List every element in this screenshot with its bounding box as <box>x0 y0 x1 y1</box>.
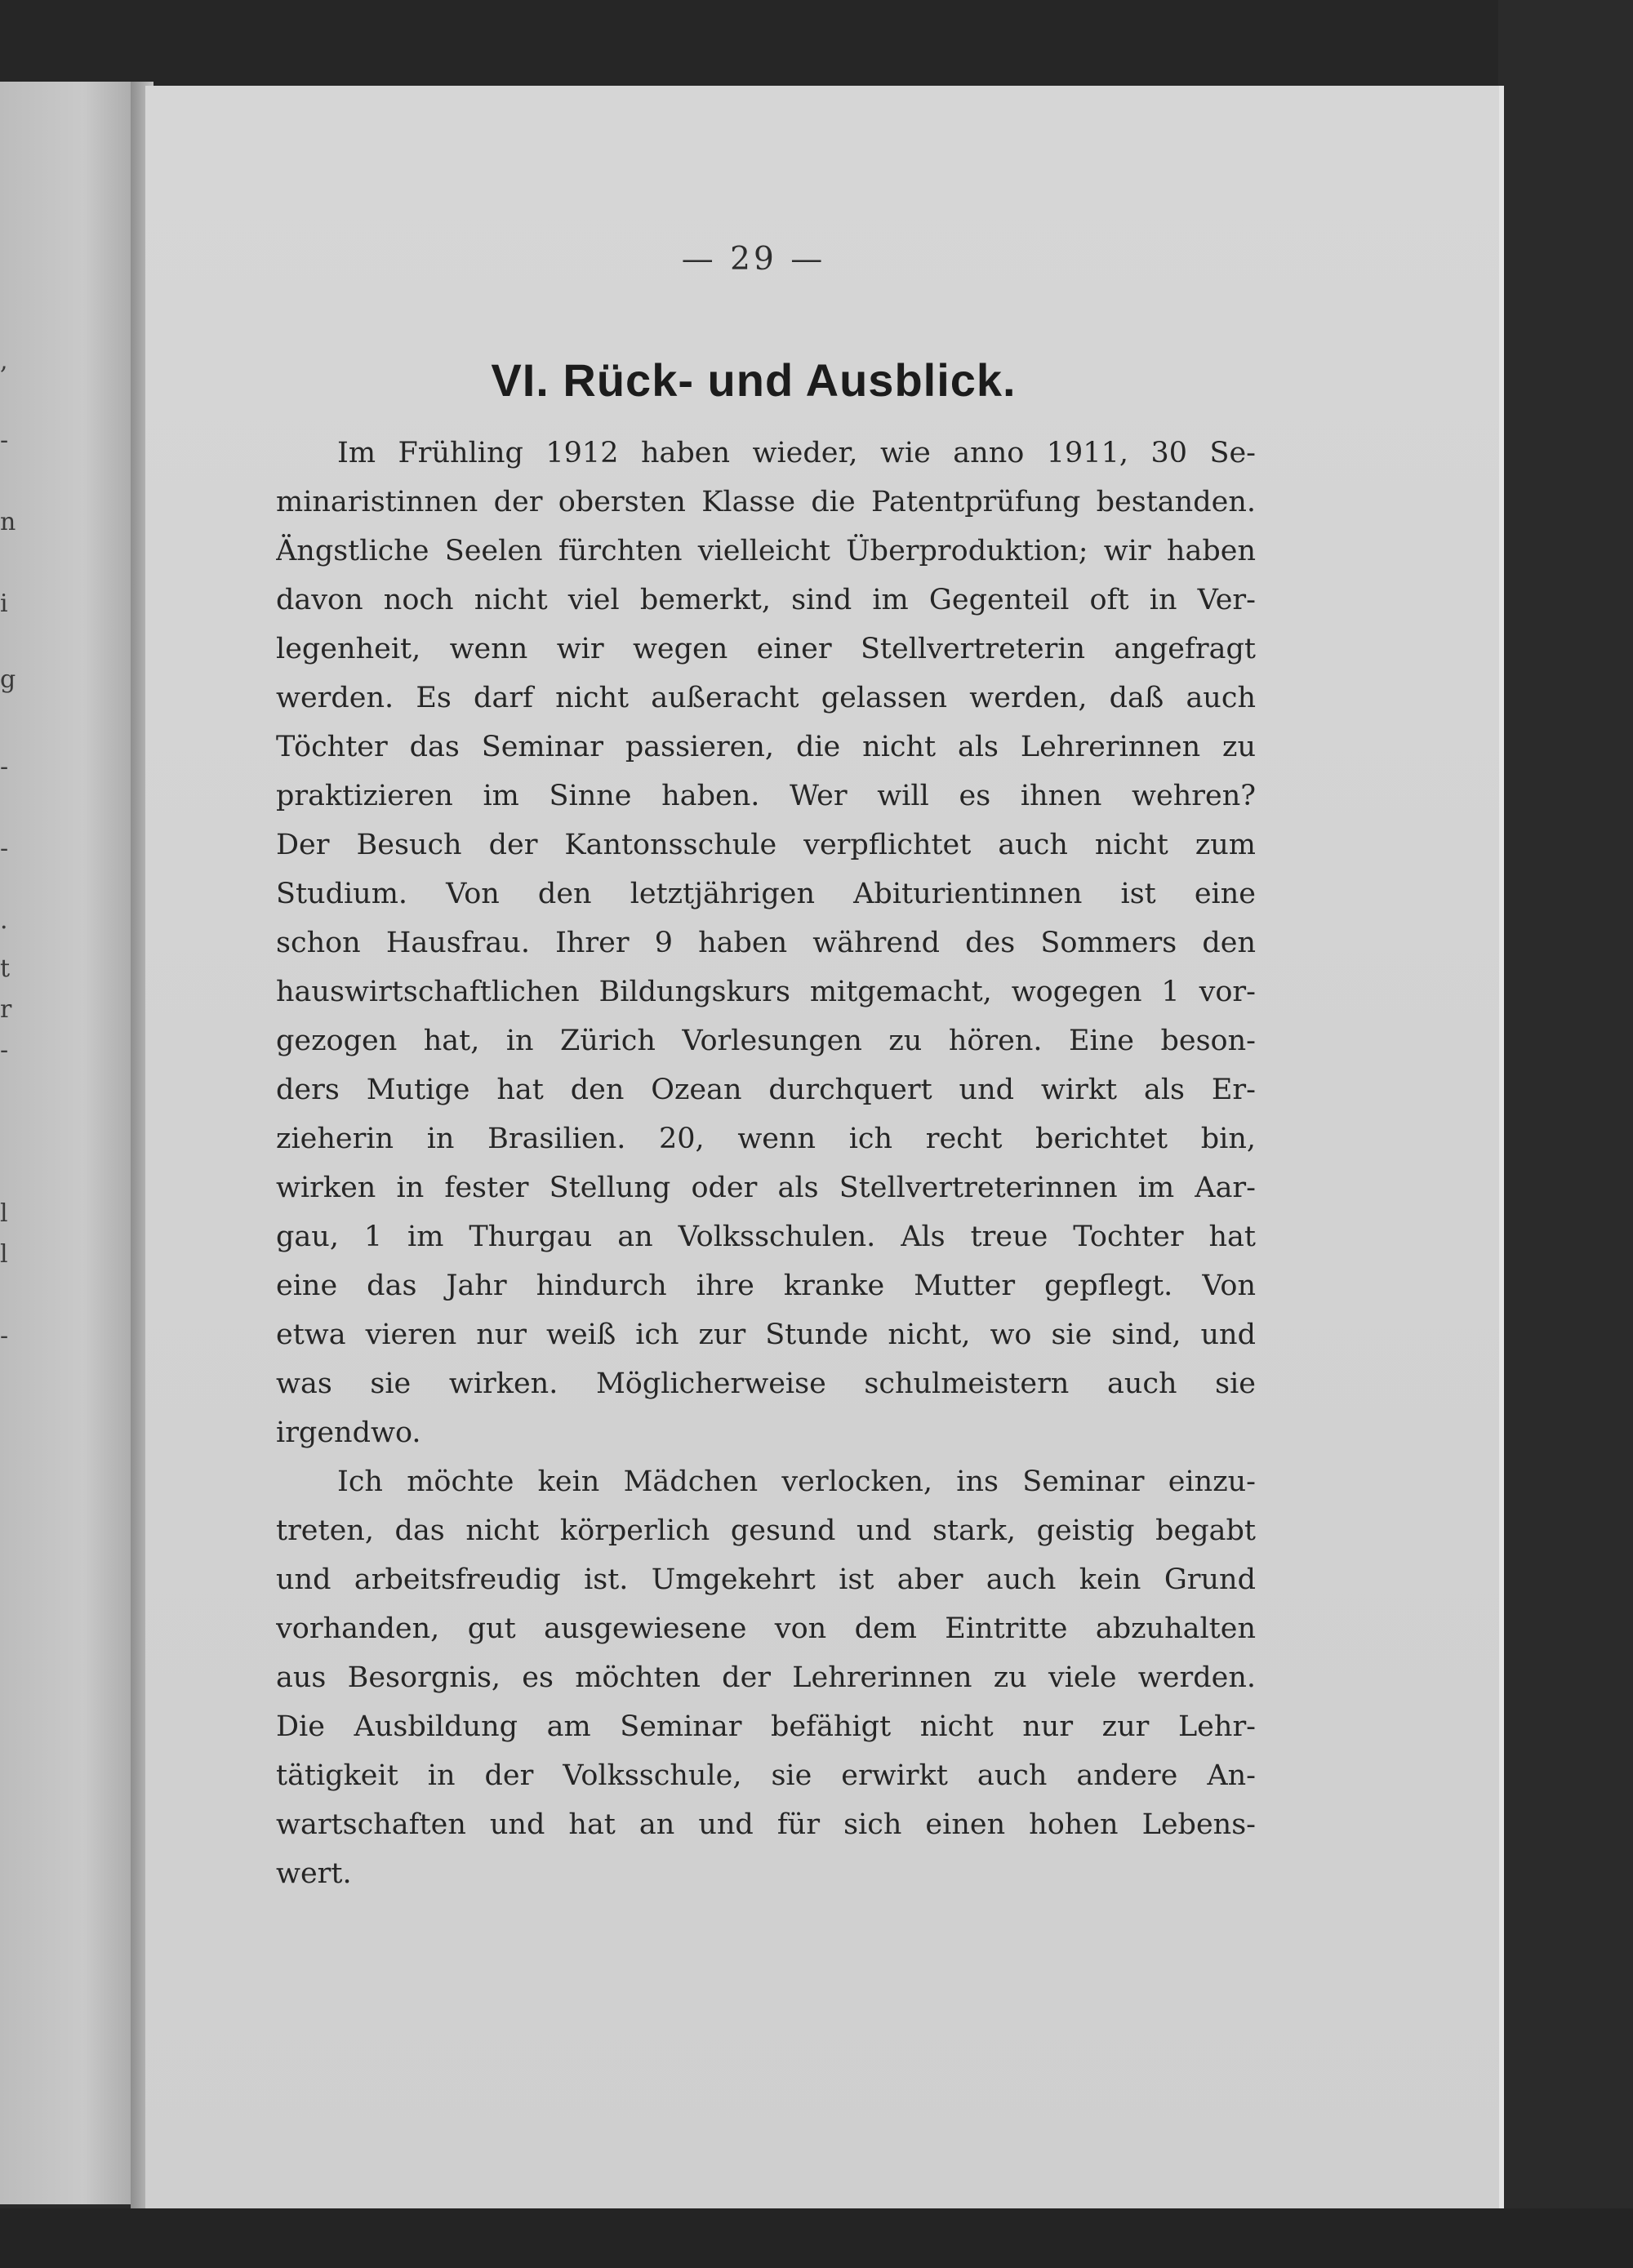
facing-page-fragment: - <box>0 1036 9 1065</box>
text-line: hauswirtschaftlichen Bildungskurs mitgemacht, wogegen 1 vor- <box>276 976 1256 1008</box>
facing-page-fragment: g <box>0 665 16 694</box>
text-line: wartschaften und hat an und für sich einen hohen Lebens- <box>276 1808 1256 1841</box>
text-line: Der Besuch der Kantonsschule verpflichtet auch nicht zum <box>276 829 1256 861</box>
text-line: zieherin in Brasilien. 20, wenn ich recht berichtet bin, <box>276 1123 1256 1155</box>
text-line: eine das Jahr hindurch ihre kranke Mutter gepflegt. Von <box>276 1270 1256 1302</box>
text-line: Ich möchte kein Mädchen verlocken, ins Seminar einzu- <box>337 1465 1256 1498</box>
facing-page-fragment: - <box>0 753 9 781</box>
facing-page-fragment: r <box>0 995 12 1024</box>
text-line: wirken in fester Stellung oder als Stellvertreterinnen im Aar- <box>276 1172 1256 1204</box>
paragraph-2 <box>276 1457 1256 1898</box>
text-line: was sie wirken. Möglicherweise schulmeistern auch sie <box>276 1367 1256 1400</box>
text-line: Ängstliche Seelen fürchten vielleicht Überproduktion; wir haben <box>276 535 1256 567</box>
book-page <box>145 86 1504 2208</box>
text-line: etwa vieren nur weiß ich zur Stunde nicht, wo sie sind, und <box>276 1319 1256 1351</box>
facing-page-fragment: · <box>0 914 8 942</box>
page-number: — 29 — <box>681 241 826 278</box>
scanner-background-bottom <box>0 2208 1633 2268</box>
text-line: ders Mutige hat den Ozean durchquert und wirkt als Er- <box>276 1074 1256 1106</box>
scanner-background-top <box>0 0 1633 91</box>
text-line: aus Besorgnis, es möchten der Lehrerinnen zu viele werden. <box>276 1661 1256 1694</box>
text-line: werden. Es darf nicht außeracht gelassen werden, daß auch <box>276 682 1256 714</box>
facing-page-fragment: l <box>0 1240 8 1269</box>
facing-page-fragment: i <box>0 589 8 618</box>
facing-page-fragment: , <box>0 347 8 376</box>
facing-page-fragment: n <box>0 508 16 536</box>
text-line: wert. <box>276 1857 352 1890</box>
facing-page-edge <box>0 82 139 2204</box>
paragraph-1 <box>276 429 1256 1457</box>
facing-page-fragment: t <box>0 954 11 983</box>
text-line: praktizieren im Sinne haben. Wer will es ihnen wehren? <box>276 780 1256 812</box>
scanner-background-right <box>1498 0 1633 2268</box>
text-line: davon noch nicht viel bemerkt, sind im Gegenteil oft in Ver- <box>276 584 1256 616</box>
text-line: minaristinnen der obersten Klasse die Patentprüfung bestanden. <box>276 486 1256 518</box>
text-line: treten, das nicht körperlich gesund und stark, geistig begabt <box>276 1514 1256 1547</box>
facing-page-fragment: l <box>0 1199 8 1228</box>
chapter-title: VI. Rück- und Ausblick. <box>491 354 1017 406</box>
text-line: und arbeitsfreudig ist. Umgekehrt ist aber auch kein Grund <box>276 1563 1256 1596</box>
text-line: irgendwo. <box>276 1416 421 1449</box>
text-line: Studium. Von den letztjährigen Abiturientinnen ist eine <box>276 878 1256 910</box>
text-line: vorhanden, gut ausgewiesene von dem Eintritte abzuhalten <box>276 1612 1256 1645</box>
facing-page-fragment: - <box>0 1322 9 1350</box>
facing-page-fragment: - <box>0 834 9 863</box>
text-line: legenheit, wenn wir wegen einer Stellvertreterin angefragt <box>276 633 1256 665</box>
facing-page-fragment: - <box>0 426 9 455</box>
text-line: gau, 1 im Thurgau an Volksschulen. Als treue Tochter hat <box>276 1221 1256 1253</box>
text-line: Die Ausbildung am Seminar befähigt nicht nur zur Lehr- <box>276 1710 1256 1743</box>
text-line: Töchter das Seminar passieren, die nicht als Lehrerinnen zu <box>276 731 1256 763</box>
text-line: schon Hausfrau. Ihrer 9 haben während des Sommers den <box>276 927 1256 959</box>
text-line: tätigkeit in der Volksschule, sie erwirkt auch andere An- <box>276 1759 1256 1792</box>
text-line: gezogen hat, in Zürich Vorlesungen zu hören. Eine beson- <box>276 1025 1256 1057</box>
text-line: Im Frühling 1912 haben wieder, wie anno 1911, 30 Se- <box>337 437 1256 469</box>
